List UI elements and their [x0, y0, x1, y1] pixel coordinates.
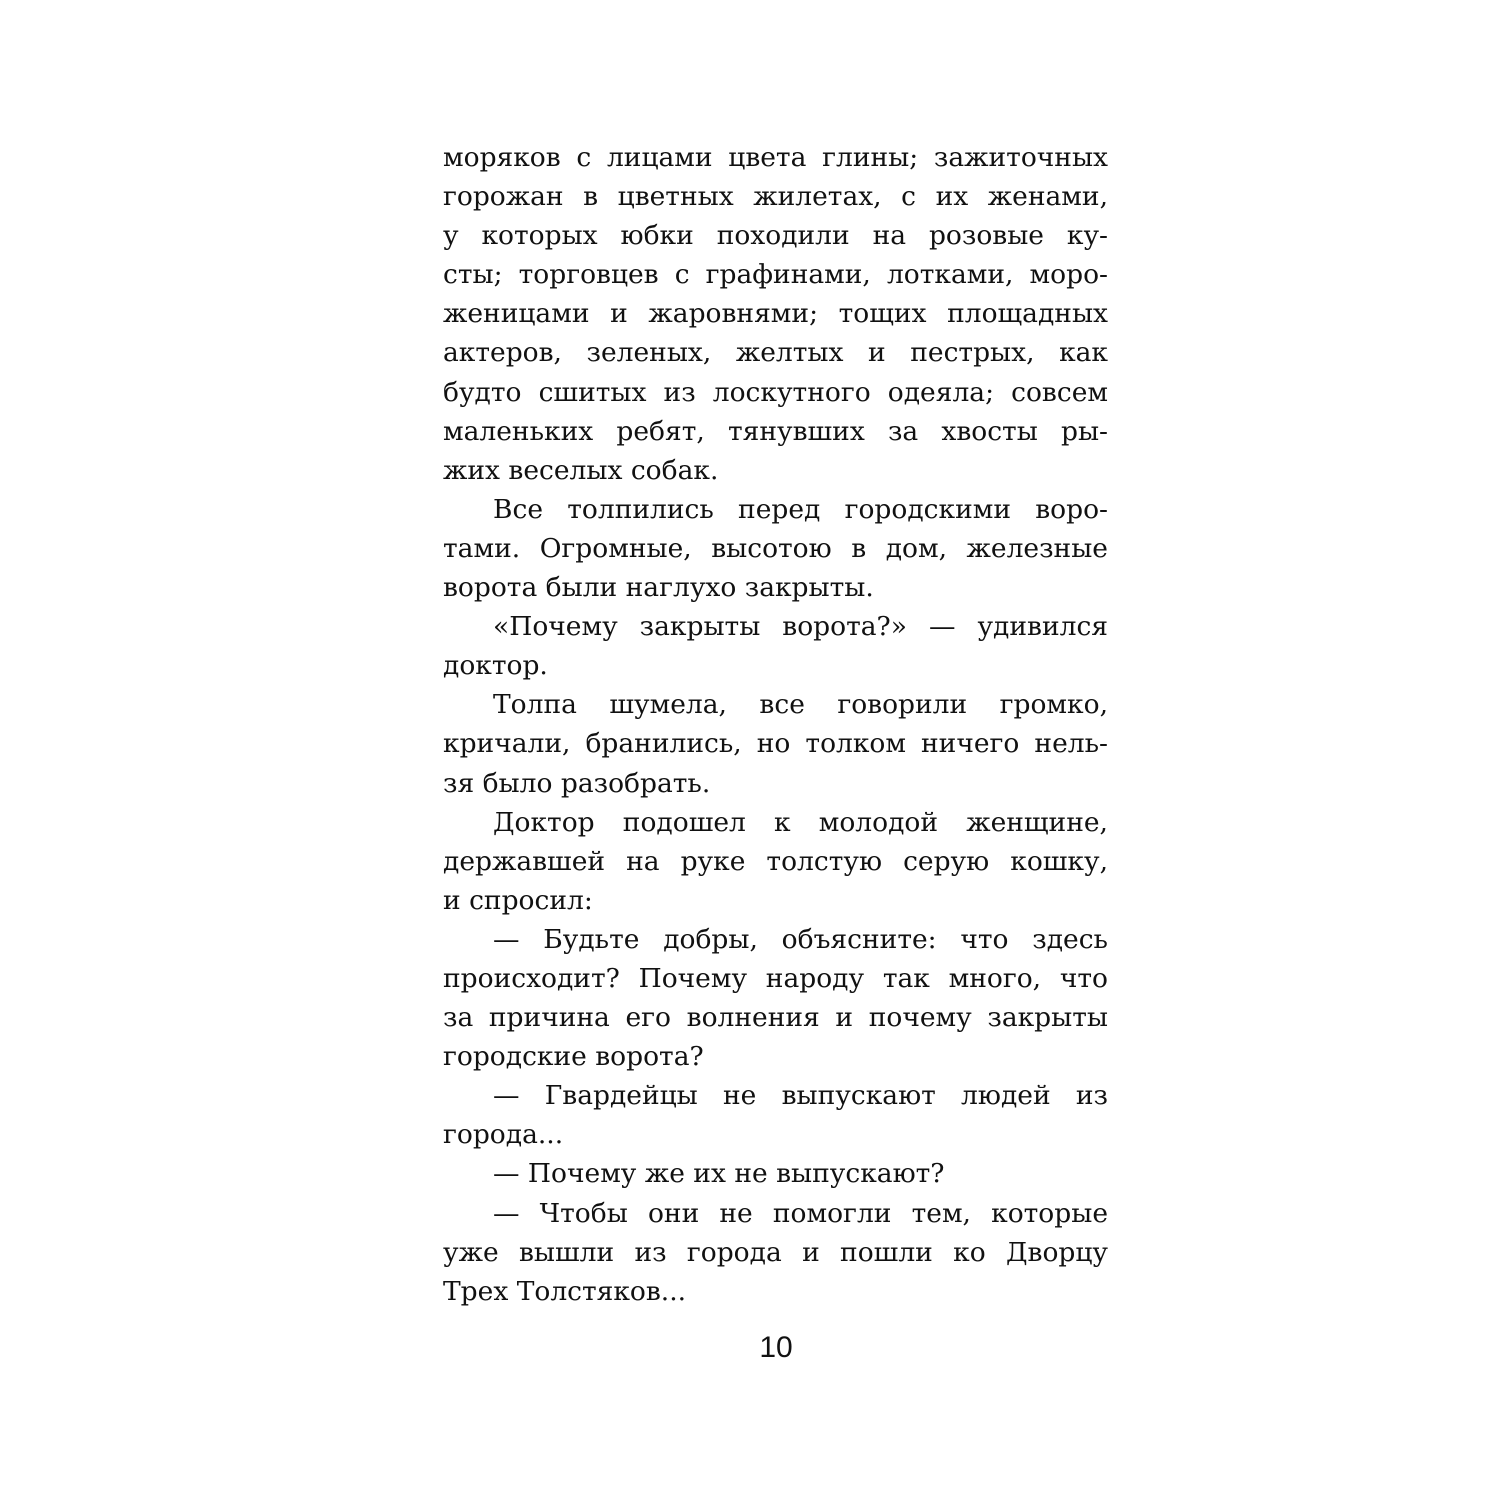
text-line: у которых юбки походили на розовые ку- [443, 220, 1108, 252]
text-line: тами. Огромные, высотою в дом, железные [443, 532, 1108, 564]
text-line: сты; торговцев с графинами, лотками, моро- [443, 259, 1108, 291]
text-line: — Почему же их не выпускают? [493, 1158, 945, 1190]
text-line: «Почему закрыты ворота?» — удивился [493, 611, 1108, 643]
text-line: Доктор подошел к молодой женщине, [493, 806, 1108, 838]
text-line: Толпа шумела, все говорили громко, [493, 689, 1108, 721]
text-line: — Гвардейцы не выпускают людей из [493, 1080, 1108, 1112]
text-line: будто сшитых из лоскутного одеяла; совсем [443, 376, 1108, 408]
text-line: державшей на руке толстую серую кошку, [443, 845, 1108, 877]
text-line: и спросил: [443, 884, 593, 916]
text-line: городские ворота? [443, 1041, 704, 1073]
text-line: моряков с лицами цвета глины; зажиточных [443, 142, 1108, 173]
page-number: 10 [759, 1331, 793, 1364]
text-line: Все толпились перед городскими воро- [493, 493, 1108, 525]
text-line: горожан в цветных жилетах, с их женами, [443, 181, 1108, 213]
text-block [443, 138, 1108, 1311]
text-line: за причина его волнения и почему закрыты [443, 1002, 1108, 1034]
text-line: города... [443, 1119, 564, 1151]
text-line: маленьких ребят, тянувших за хвосты ры- [443, 415, 1108, 447]
text-line: жих веселых собак. [443, 454, 719, 486]
text-line: кричали, бранились, но толком ничего нель- [443, 728, 1108, 760]
text-line: уже вышли из города и пошли ко Дворцу [443, 1236, 1108, 1268]
text-line: актеров, зеленых, желтых и пестрых, как [443, 337, 1108, 369]
text-line: — Чтобы они не помогли тем, которые [493, 1197, 1108, 1229]
text-line: — Будьте добры, объясните: что здесь [493, 923, 1108, 955]
text-line: женицами и жаровнями; тощих площадных [443, 298, 1108, 330]
text-line: доктор. [443, 650, 548, 682]
text-line: ворота были наглухо закрыты. [443, 572, 874, 604]
text-line: зя было разобрать. [443, 767, 711, 799]
text-line: происходит? Почему народу так много, что [443, 962, 1108, 994]
text-line: Трех Толстяков... [443, 1275, 687, 1307]
